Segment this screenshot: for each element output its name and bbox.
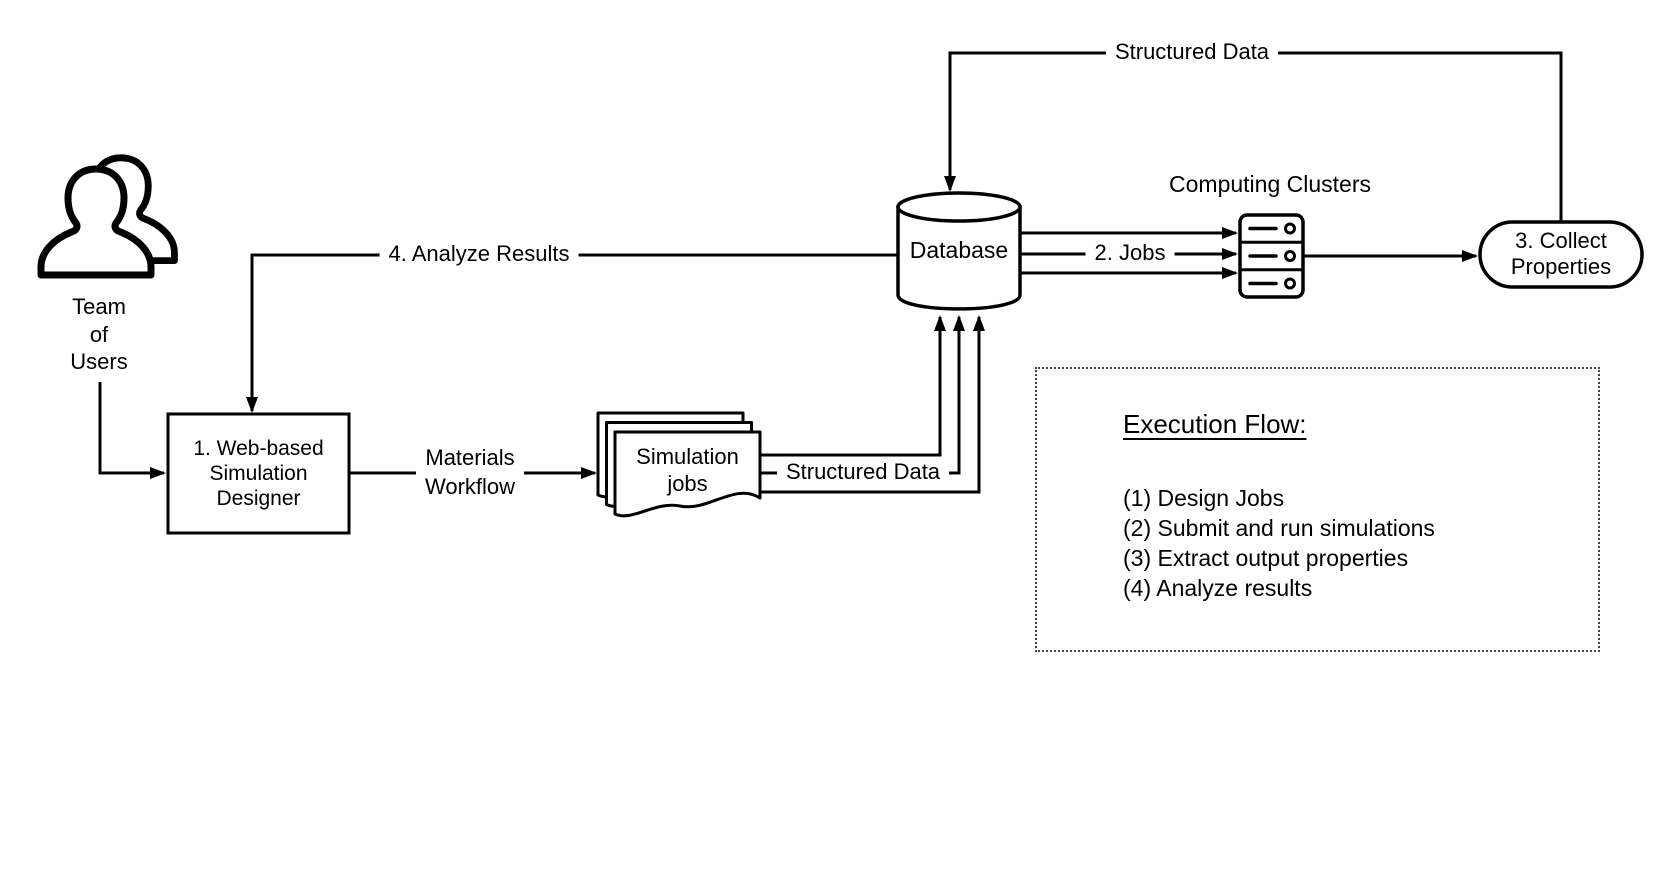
- team-of-users-label: [37, 293, 161, 376]
- server-led: [1286, 252, 1295, 261]
- execution-flow-items: [1123, 483, 1435, 603]
- database-label: Database: [909, 237, 1009, 263]
- materials-workflow-line: Workflow: [424, 474, 516, 499]
- collect-properties-label: [1480, 228, 1642, 280]
- execution-flow-title: Execution Flow:: [1123, 409, 1307, 439]
- structured-data-bottom-edge-label: Structured Data: [777, 459, 949, 485]
- server-led: [1286, 279, 1295, 288]
- server-led: [1286, 224, 1295, 233]
- execution-flow-item: (3) Extract output properties: [1123, 545, 1409, 571]
- designer-label-line: Designer: [216, 487, 301, 510]
- team-label-line: Users: [70, 349, 128, 374]
- edge-jobs-to-database-1: [760, 317, 940, 455]
- jobs-edge-label: 2. Jobs: [1086, 240, 1175, 266]
- database-top: [898, 193, 1020, 221]
- edge-jobs-to-database-2: [760, 317, 959, 473]
- analyze-results-edge-label: 4. Analyze Results: [380, 241, 579, 267]
- designer-box-label: [171, 436, 346, 511]
- edge-analyze-results: [252, 255, 898, 411]
- simulation-jobs-label: [615, 443, 760, 497]
- simulation-jobs-line: Simulation: [636, 444, 739, 469]
- materials-workflow-line: Materials: [425, 445, 515, 470]
- edge-team-to-designer: [100, 382, 164, 473]
- designer-label-line: Simulation: [209, 462, 308, 485]
- computing-clusters-label: Computing Clusters: [1169, 171, 1371, 197]
- team-label-line: Team: [72, 294, 126, 319]
- materials-workflow-edge-label: [416, 443, 524, 501]
- collect-properties-line: 3. Collect: [1515, 228, 1607, 253]
- execution-flow-item: (2) Submit and run simulations: [1123, 515, 1435, 541]
- simulation-jobs-line: jobs: [667, 471, 708, 496]
- designer-label-line: 1. Web-based: [193, 437, 324, 460]
- server-rack-icon: [1240, 215, 1303, 297]
- team-label-line: of: [89, 321, 109, 347]
- collect-properties-line: Properties: [1510, 254, 1612, 279]
- execution-flow-item: (4) Analyze results: [1123, 575, 1313, 601]
- execution-flow-item: (1) Design Jobs: [1123, 485, 1285, 511]
- two-users-icon: [41, 158, 174, 275]
- structured-data-top-edge-label: Structured Data: [1106, 39, 1278, 65]
